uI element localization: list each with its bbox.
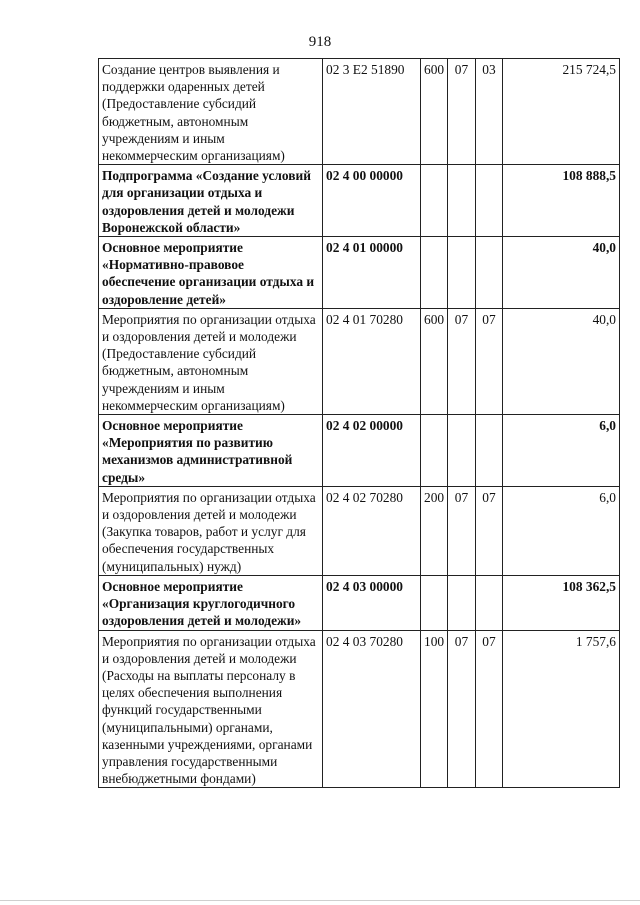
row-pr [476,237,503,309]
page-bottom-edge [0,900,640,901]
row-code: 02 4 03 70280 [323,630,421,788]
row-sum: 108 362,5 [503,575,620,630]
row-sum: 108 888,5 [503,165,620,237]
row-vr: 600 [421,59,448,165]
table-row [99,308,620,414]
row-code: 02 3 E2 51890 [323,59,421,165]
row-rz [448,575,476,630]
row-code: 02 4 00 00000 [323,165,421,237]
row-name: Основное мероприятие «Организация круглогодичного оздоровления детей и молодежи» [99,575,323,630]
row-name: Мероприятия по организации отдыха и оздоровления детей и молодежи (Предоставление субсидий бюджетным, автономным учреждениям и иным некоммерческим организациям) [99,308,323,414]
page-number: 918 [308,34,332,50]
row-vr: 200 [421,486,448,575]
table-row [99,237,620,309]
row-rz [448,165,476,237]
row-pr [476,415,503,487]
row-pr: 07 [476,308,503,414]
row-vr [421,237,448,309]
row-name: Мероприятия по организации отдыха и оздоровления детей и молодежи (Расходы на выплаты персоналу в целях обеспечения выполнения функций государственными (муниципальными) органами, казенными учреждениями, органами управления государственными внебюджетными фондами) [99,630,323,788]
row-code: 02 4 01 70280 [323,308,421,414]
row-rz [448,237,476,309]
row-name: Подпрограмма «Создание условий для организации отдыха и оздоровления детей и молодежи Воронежской области» [99,165,323,237]
row-sum: 40,0 [503,237,620,309]
row-vr: 100 [421,630,448,788]
table-row [99,59,620,165]
table-row [99,575,620,630]
row-name: Создание центров выявления и поддержки одаренных детей (Предоставление субсидий бюджетным, автономным учреждениям и иным некоммерческим организациям) [99,59,323,165]
row-vr [421,165,448,237]
row-code: 02 4 01 00000 [323,237,421,309]
table-row [99,486,620,575]
row-pr [476,575,503,630]
row-name: Мероприятия по организации отдыха и оздоровления детей и молодежи (Закупка товаров, работ и услуг для обеспечения государственных (муниципальных) нужд) [99,486,323,575]
table-row [99,415,620,487]
row-sum: 6,0 [503,486,620,575]
row-pr: 03 [476,59,503,165]
row-rz: 07 [448,630,476,788]
row-vr [421,415,448,487]
table-row [99,165,620,237]
row-rz: 07 [448,59,476,165]
row-sum: 6,0 [503,415,620,487]
row-pr [476,165,503,237]
row-rz: 07 [448,486,476,575]
table-row [99,630,620,788]
row-code: 02 4 03 00000 [323,575,421,630]
row-sum: 1 757,6 [503,630,620,788]
row-pr: 07 [476,630,503,788]
row-name: Основное мероприятие «Нормативно-правовое обеспечение организации отдыха и оздоровление детей» [99,237,323,309]
row-vr [421,575,448,630]
row-name: Основное мероприятие «Мероприятия по развитию механизмов административной среды» [99,415,323,487]
row-vr: 600 [421,308,448,414]
row-sum: 215 724,5 [503,59,620,165]
row-rz: 07 [448,308,476,414]
row-rz [448,415,476,487]
row-sum: 40,0 [503,308,620,414]
row-code: 02 4 02 70280 [323,486,421,575]
budget-table [98,58,620,788]
row-pr: 07 [476,486,503,575]
row-code: 02 4 02 00000 [323,415,421,487]
